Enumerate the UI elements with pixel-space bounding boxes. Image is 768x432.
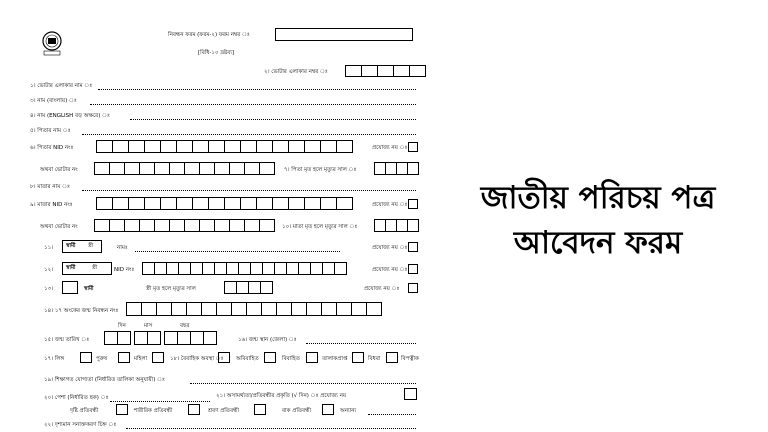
field-7-label: ৭। পিতা মৃত হলে মৃত্যুর সাল ঃ [284, 167, 357, 173]
field-19-label: ১৯। শিক্ষাগত যোগ্যতা (নির্ধারিত তালিকা অনুযায়ী) ঃ [44, 377, 165, 383]
field-16-label: ১৬। জন্ম স্থান (জেলা) ঃ [238, 337, 297, 343]
field-5-label: ৫। পিতার নাম ঃ [30, 128, 71, 134]
field-1-label: ১। ভোটার এলাকার নাম ঃ [30, 83, 93, 89]
field-22-input[interactable] [126, 428, 416, 429]
field-11-label: ১১। [44, 245, 54, 251]
marital-widow-checkbox[interactable] [352, 352, 364, 363]
marital-widow-label: বিধবা [368, 356, 381, 362]
disability-vision-checkbox[interactable] [116, 404, 128, 415]
birth-registration-boxes[interactable] [126, 302, 381, 316]
mother-voter-no-label: অথবা ভোটার নং [40, 224, 78, 230]
disability-vision-label: দৃষ্টি প্রতিবন্ধী [70, 408, 99, 414]
spouse-death-year-boxes[interactable] [224, 281, 272, 294]
field-9-not-applicable-label: প্রযোজ্য নয় ঃ [372, 202, 408, 208]
headline-line-1: জাতীয় পরিচয় পত্র [480, 180, 716, 216]
headline-line-2: আবেদন ফরম [513, 225, 683, 261]
voter-area-number-boxes[interactable] [345, 65, 425, 77]
field-12-wife-label: স্ত্রী [92, 265, 98, 271]
father-voter-no-boxes[interactable] [94, 162, 274, 175]
field-12-not-applicable-checkbox[interactable] [408, 264, 418, 274]
field-21-label: ২১। অসামর্থ্যতা/প্রতিবন্ধীর প্রকৃতি (√ দিন) ঃ প্রযোজ্য নয় [216, 393, 347, 399]
field-6-label: ৬। পিতার NID নংঃ [30, 145, 74, 151]
dob-boxes[interactable] [104, 331, 216, 345]
field-1-input[interactable] [98, 89, 416, 90]
field-21-not-applicable-checkbox[interactable] [404, 388, 417, 400]
gender-female-checkbox[interactable] [118, 352, 130, 363]
field-6-not-applicable-label: প্রযোজ্য নয় ঃ [372, 145, 408, 151]
dob-year-caption: বছর [180, 323, 190, 329]
field-11-wife-label: স্ত্রী [88, 243, 94, 249]
field-12-not-applicable-label: প্রযোজ্য নয় ঃ [372, 267, 408, 273]
field-4-label: ৪। নাম (ENGLISH বড় অক্ষরে) ঃ [30, 113, 110, 119]
voter-area-number-label: ২। ভোটার এলাকার নম্বর ঃ [264, 69, 328, 75]
field-11-input[interactable] [135, 251, 340, 252]
field-11-name-label: নামঃ [117, 245, 128, 251]
marital-widower-checkbox[interactable] [386, 352, 398, 363]
father-death-year-boxes[interactable] [374, 162, 418, 175]
field-13-husband-label: স্বামী [84, 286, 94, 292]
father-nid-boxes[interactable] [96, 140, 352, 153]
field-4-input[interactable] [130, 119, 416, 120]
field-13-checkbox[interactable] [62, 281, 78, 294]
field-20-label: ২০। পেশা (নির্ধারিত ছক) ঃ [44, 395, 109, 401]
field-16-input[interactable] [306, 343, 416, 344]
disability-physical-label: শারীরিক প্রতিবন্ধী [134, 408, 173, 414]
field-17-label: ১৭। লিঙ্গ [44, 356, 65, 362]
marital-unmarried-checkbox[interactable] [218, 352, 230, 363]
disability-speech-checkbox[interactable] [322, 404, 334, 415]
field-11-not-applicable-label: প্রযোজ্য নয় ঃ [372, 245, 408, 251]
form-header-title: নিবন্ধন ফরম (ফরম-২) ফরম নম্বর ঃ [168, 32, 250, 38]
field-9-not-applicable-checkbox[interactable] [408, 199, 418, 209]
field-3-input[interactable] [90, 104, 416, 105]
gender-female-label: মহিলা [134, 356, 148, 362]
marital-divorced-label: তালাকপ্রাপ্ত [322, 356, 348, 362]
disability-physical-checkbox[interactable] [188, 404, 200, 415]
field-18-label: ১৮। বৈবাহিক অবস্থা ঃ [170, 356, 224, 362]
rule-reference: [বিধি-১০ দ্রষ্টব্য] [198, 50, 235, 56]
marital-married-checkbox[interactable] [264, 352, 276, 363]
field-19-input[interactable] [190, 383, 416, 384]
field-9-label: ৯। মাতার NID নংঃ [30, 202, 73, 208]
spouse-nid-boxes[interactable] [142, 262, 346, 275]
marital-unmarried-label: অবিবাহিত [236, 356, 259, 362]
field-15-label: ১৫। জন্ম তারিখ ঃ [44, 337, 90, 343]
mother-nid-boxes[interactable] [96, 197, 352, 210]
field-5-input[interactable] [82, 134, 416, 135]
dob-day-caption: দিন [118, 323, 126, 329]
field-13-label: ১৩। [44, 286, 54, 292]
field-8-input[interactable] [82, 190, 416, 191]
field-6-not-applicable-checkbox[interactable] [408, 142, 418, 152]
gender-male-checkbox[interactable] [80, 352, 92, 363]
election-commission-logo [40, 30, 64, 56]
field-11-not-applicable-checkbox[interactable] [408, 242, 418, 252]
disability-hearing-checkbox[interactable] [254, 404, 266, 415]
field-14-label: ১৪। ১৭ অংকের জন্ম নিবন্ধন নংঃ [44, 308, 119, 314]
disability-hearing-label: শ্রবণ প্রতিবন্ধী [208, 408, 239, 414]
field-12-label: ১২। [44, 267, 54, 273]
field-13-not-applicable-checkbox[interactable] [408, 283, 418, 293]
form-number-box[interactable] [275, 28, 412, 41]
marital-widower-label: বিপত্নীক [401, 356, 419, 362]
field-12-husband-label: স্বামী [66, 265, 76, 271]
disability-speech-label: বাক প্রতিবন্ধী [282, 408, 312, 414]
field-22-label: ২২। দৃশ্যমান সনাক্তকরণ চিহ্ন ঃ [44, 422, 117, 428]
disability-other-input[interactable] [368, 414, 416, 415]
field-3-label: ৩। নাম (বাংলায়) ঃ [30, 98, 77, 104]
mother-voter-no-boxes[interactable] [94, 219, 274, 232]
father-voter-no-label: অথবা ভোটার নং [40, 167, 78, 173]
field-11-husband-label: স্বামী [66, 243, 76, 249]
gender-third-checkbox[interactable] [152, 352, 164, 363]
gender-male-label: পুরুষ [96, 356, 107, 362]
marital-divorced-checkbox[interactable] [306, 352, 318, 363]
marital-married-label: বিবাহিত [282, 356, 300, 362]
field-20-input[interactable] [110, 401, 210, 402]
field-10-label: ১০। মাতা মৃত হলে মৃত্যুর সাল ঃ [282, 224, 358, 230]
field-13-not-applicable-label: প্রযোজ্য নয় ঃ [364, 286, 400, 292]
field-13-spouse-death-label: স্ত্রী মৃত হলে মৃত্যুর সাল [146, 286, 196, 292]
field-8-label: ৮। মাতার নাম ঃ [30, 184, 70, 190]
dob-month-caption: মাস [144, 323, 153, 329]
mother-death-year-boxes[interactable] [374, 219, 418, 232]
disability-other-label: অন্যান্য [340, 408, 357, 414]
field-12-nid-label: NID নংঃ [114, 267, 135, 273]
